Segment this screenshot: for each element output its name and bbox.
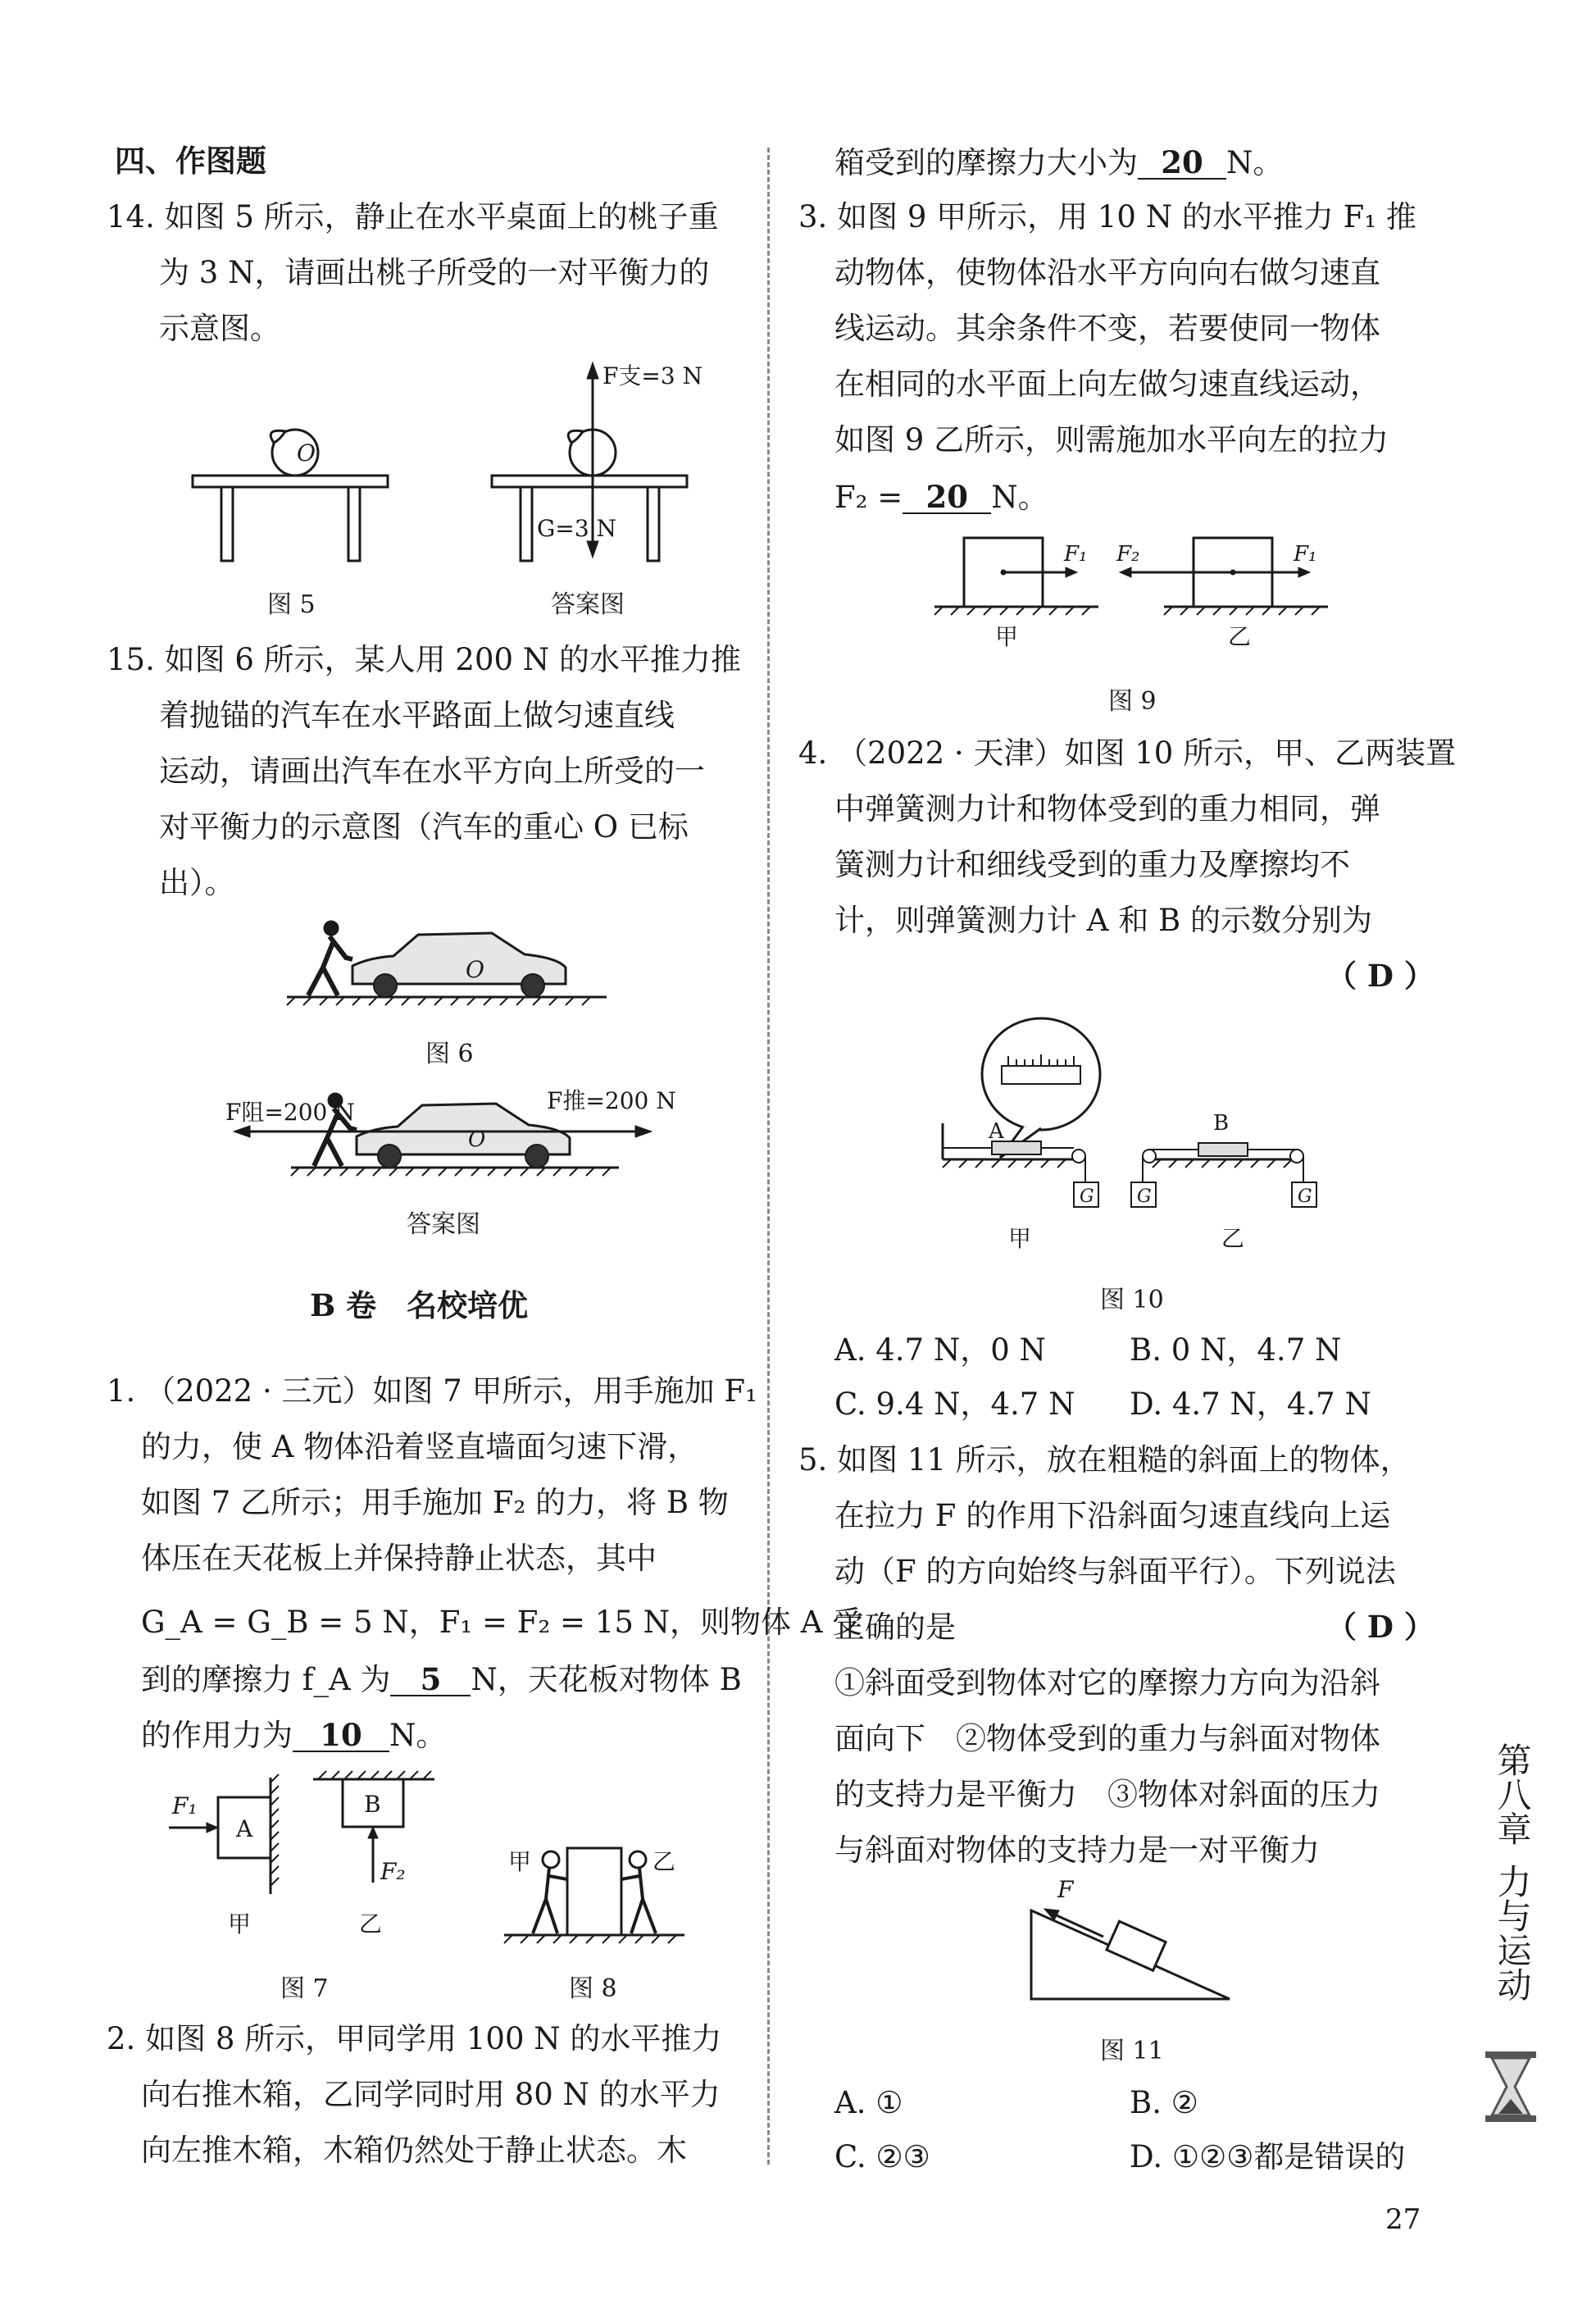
q3-line: 线运动。其余条件不变，若要使同一物体 <box>834 311 1380 346</box>
fig9-yi-label: 乙 <box>1228 623 1252 650</box>
q4-line: 簧测力计和细线受到的重力及摩擦均不 <box>834 847 1350 882</box>
q1-line7-prefix: 的作用力为 <box>141 1718 293 1753</box>
fig9-jia-f1-label: F₁ <box>1064 542 1088 567</box>
q2-line: 2. 如图 8 所示，甲同学用 100 N 的水平推力 <box>107 2021 722 2056</box>
q5-line: 正确的是 <box>834 1610 956 1645</box>
support-force-label: F支=3 N <box>602 362 703 389</box>
answer-caption-15: 答案图 <box>407 1210 480 1239</box>
q15-line: 出）。 <box>159 865 235 900</box>
figure-10-spring-scales <box>934 1009 1336 1271</box>
q4-line: 中弹簧测力计和物体受到的重力相同，弹 <box>834 791 1380 826</box>
fig10-weight-g-label: G <box>1080 1186 1094 1207</box>
gravity-label: G=3 N <box>537 515 617 542</box>
q3-suffix: N。 <box>991 480 1048 515</box>
q4-answer: （ D ） <box>1326 958 1435 994</box>
q1-line: 的力，使 A 物体沿着竖直墙面匀速下滑， <box>141 1429 698 1464</box>
q5-option-a: A. ① <box>834 2085 903 2120</box>
fig8-yi-label: 乙 <box>652 1848 676 1875</box>
q3-line: 3. 如图 9 甲所示，用 10 N 的水平推力 F₁ 推 <box>798 199 1416 234</box>
q5-statement: 的支持力是平衡力 ③物体对斜面的压力 <box>834 1777 1380 1812</box>
fig10-jia-label: 甲 <box>1008 1225 1032 1252</box>
figure-5-table-peach <box>189 410 402 574</box>
force-f2-label: F₂ <box>380 1858 406 1885</box>
chapter-tab <box>1467 1742 1557 2001</box>
q15-line: 着抛锚的汽车在水平路面上做匀速直线 <box>159 698 675 733</box>
q15-line: 15. 如图 6 所示，某人用 200 N 的水平推力推 <box>107 642 741 677</box>
answer-figure-14 <box>488 361 734 574</box>
fig7-jia-label: 甲 <box>228 1910 252 1937</box>
q5-statement: 与斜面对物体的支持力是一对平衡力 <box>834 1833 1320 1868</box>
q1-line: 1. （2022 · 三元）如图 7 甲所示，用手施加 F₁ <box>107 1373 757 1409</box>
q4-option-c: C. 9.4 N，4.7 N <box>834 1386 1075 1422</box>
q3-answer: 20 <box>903 482 991 514</box>
force-f1-label: F₁ <box>172 1792 198 1819</box>
q2-line: 向左推木箱，木箱仍然处于静止状态。木 <box>141 2133 687 2168</box>
q5-line: 5. 如图 11 所示，放在粗糙的斜面上的物体， <box>798 1442 1411 1478</box>
q14-line: 14. 如图 5 所示，静止在水平桌面上的桃子重 <box>107 199 719 234</box>
figure-8-box-push <box>500 1833 689 1948</box>
fig9-jia-label: 甲 <box>995 623 1019 650</box>
fig10-weight-g-left: G <box>1137 1186 1152 1207</box>
figure-11-caption: 图 11 <box>1100 2037 1164 2065</box>
q1-answer-1: 5 <box>390 1664 471 1696</box>
figure-7-caption: 图 7 <box>280 1974 329 2003</box>
push-force-label: F推=200 N <box>547 1087 676 1114</box>
q4-option-a: A. 4.7 N，0 N <box>834 1332 1046 1368</box>
answer-figure-15 <box>225 1082 684 1181</box>
figure-6-caption: 图 6 <box>425 1040 474 1068</box>
q3-line: 在相同的水平面上向左做匀速直线运动， <box>834 367 1380 402</box>
figure-11-incline <box>1025 1878 1238 2009</box>
q15-line: 对平衡力的示意图（汽车的重心 O 已标 <box>159 809 689 845</box>
q1-line6-prefix: 到的摩擦力 f_A 为 <box>141 1662 391 1697</box>
fig8-jia-label: 甲 <box>508 1848 532 1875</box>
block-a-label: A <box>236 1815 253 1842</box>
q4-line: 计，则弹簧测力计 A 和 B 的示数分别为 <box>834 903 1372 938</box>
q2-line: 向右推木箱，乙同学同时用 80 N 的水平力 <box>141 2077 721 2112</box>
resistance-force-label: F阻=200 N <box>225 1099 355 1126</box>
block-b-label: B <box>364 1791 381 1818</box>
fig10-yi-label: 乙 <box>1221 1225 1245 1252</box>
q2-continuation <box>834 144 1284 180</box>
q3-line: 如图 9 乙所示，则需施加水平向左的拉力 <box>834 422 1389 458</box>
figure-6-car-push <box>287 918 615 1009</box>
chapter-number: 第八章 <box>1492 1742 1533 1846</box>
peach-center-label: O <box>297 439 316 467</box>
figure-5-caption: 图 5 <box>267 590 316 619</box>
incline-force-label: F <box>1057 1876 1074 1903</box>
fig9-yi-f2-label: F₂ <box>1116 542 1140 567</box>
q5-answer: （ D ） <box>1326 1609 1435 1645</box>
scale-a-label: A <box>989 1119 1004 1144</box>
q3-line: 动物体，使物体沿水平方向向右做匀速直 <box>834 255 1380 290</box>
q5-line: 在拉力 F 的作用下沿斜面匀速直线向上运 <box>834 1498 1391 1533</box>
q3-prefix: F₂ = <box>834 480 903 515</box>
q4-option-b: B. 0 N，4.7 N <box>1130 1332 1342 1368</box>
q14-line: 为 3 N，请画出桃子所受的一对平衡力的 <box>159 255 710 290</box>
q2-cont-prefix: 箱受到的摩擦力大小为 <box>834 145 1138 180</box>
q1-line7-suffix: N。 <box>389 1718 447 1753</box>
figure-9-blocks <box>926 533 1353 656</box>
q14-line: 示意图。 <box>159 311 280 346</box>
q1-line: 体压在天花板上并保持静止状态，其中 <box>141 1541 657 1576</box>
fig7-yi-label: 乙 <box>359 1910 383 1937</box>
q1-line-6 <box>141 1661 742 1697</box>
scale-b-label: B <box>1213 1111 1230 1136</box>
car-center-label-answer: O <box>468 1127 486 1152</box>
q5-option-b: B. ② <box>1130 2085 1198 2120</box>
page-number: 27 <box>1385 2203 1421 2236</box>
q1-line-7 <box>141 1717 447 1753</box>
q1-line: 如图 7 乙所示；用手施加 F₂ 的力，将 B 物 <box>141 1485 729 1520</box>
q4-line: 4. （2022 · 天津）如图 10 所示，甲、乙两装置 <box>798 735 1457 771</box>
answer-caption-14: 答案图 <box>551 590 625 619</box>
figure-10-caption: 图 10 <box>1100 1286 1164 1314</box>
q2-cont-suffix: N。 <box>1226 145 1284 180</box>
fig10-weight-g-right: G <box>1298 1186 1312 1207</box>
q15-line: 运动，请画出汽车在水平方向上所受的一 <box>159 754 705 789</box>
q5-option-d: D. ①②③都是错误的 <box>1130 2139 1406 2174</box>
fig9-yi-f1-label: F₁ <box>1294 542 1317 567</box>
q1-answer-2: 10 <box>293 1720 389 1752</box>
q1-line6-suffix: N，天花板对物体 B <box>471 1662 742 1697</box>
figure-7-walls <box>164 1771 459 1943</box>
q2-answer: 20 <box>1138 148 1226 180</box>
figure-8-caption: 图 8 <box>569 1974 617 2003</box>
section-b-title: B 卷 名校培优 <box>310 1287 529 1323</box>
hourglass-icon <box>1482 2050 1539 2124</box>
q5-statement: 面向下 ②物体受到的重力与斜面对物体 <box>834 1721 1380 1756</box>
q5-statement: ①斜面受到物体对它的摩擦力方向为沿斜 <box>834 1665 1380 1701</box>
q4-option-d: D. 4.7 N，4.7 N <box>1130 1386 1371 1422</box>
section-title: 四、作图题 <box>115 143 266 179</box>
column-divider <box>767 148 770 2165</box>
figure-9-caption: 图 9 <box>1108 687 1157 716</box>
q5-option-c: C. ②③ <box>834 2139 930 2174</box>
q3-answer-line <box>834 479 1048 515</box>
car-center-label: O <box>466 956 484 983</box>
chapter-title: 力与运动 <box>1492 1864 1533 2001</box>
q5-line: 动（F 的方向始终与斜面平行）。下列说法 <box>834 1554 1396 1589</box>
q1-line: G_A = G_B = 5 N，F₁ = F₂ = 15 N，则物体 A 受 <box>141 1605 863 1640</box>
